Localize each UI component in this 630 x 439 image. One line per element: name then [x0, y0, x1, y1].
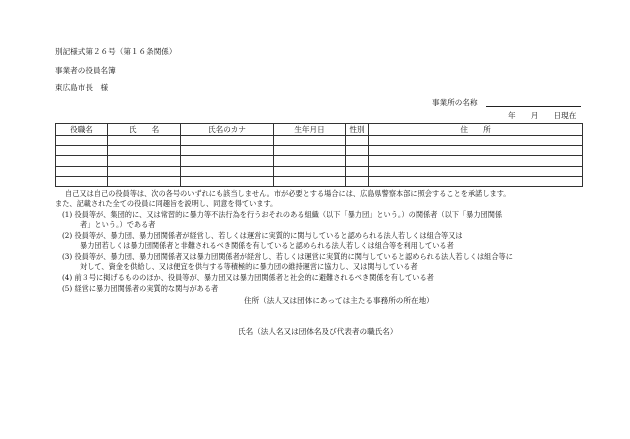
office-name-label: 事業所の名称 — [432, 98, 478, 107]
table-cell[interactable] — [181, 146, 274, 156]
document-title: 事業者の役員名簿 — [55, 66, 116, 75]
table-cell[interactable] — [369, 146, 583, 156]
form-number: 別記様式第２６号（第１６条関係） — [55, 47, 177, 56]
condition-text: 者」という。）である者 — [80, 220, 156, 229]
table-row — [56, 146, 583, 156]
table-row — [56, 176, 583, 186]
table-cell[interactable] — [274, 146, 346, 156]
table-cell[interactable] — [369, 166, 583, 176]
table-cell[interactable] — [56, 156, 108, 166]
table-cell[interactable] — [56, 146, 108, 156]
condition-text: 対して、資金を供給し、又は便宜を供与する等積極的に暴力団の維持運営に協力し、又は関与している者 — [80, 262, 418, 271]
table-cell[interactable] — [369, 136, 583, 146]
table-cell[interactable] — [274, 176, 346, 186]
table-row — [56, 156, 583, 166]
office-name-field[interactable] — [486, 106, 581, 107]
column-header-gender: 性別 — [346, 124, 369, 136]
table-cell[interactable] — [346, 146, 369, 156]
column-header-position: 役職名 — [56, 124, 108, 136]
table-cell[interactable] — [56, 136, 108, 146]
signature-address-label: 住所（法人又は団体にあっては主たる事務所の所在地） — [244, 296, 434, 305]
table-cell[interactable] — [346, 136, 369, 146]
table-cell[interactable] — [108, 176, 181, 186]
table-cell[interactable] — [369, 176, 583, 186]
table-cell[interactable] — [56, 166, 108, 176]
table-header-row — [56, 124, 583, 136]
table-cell[interactable] — [274, 156, 346, 166]
table-cell[interactable] — [346, 166, 369, 176]
consent-line-2: また、記載された全ての役員に同趣旨を説明し、同意を得ています。 — [55, 199, 278, 208]
table-row — [56, 136, 583, 146]
condition-text: 暴力団若しくは暴力団関係者と非難されるべき関係を有していると認められる法人若しくは組合等を利用している者 — [80, 241, 454, 250]
table-cell[interactable] — [56, 176, 108, 186]
table-cell[interactable] — [108, 156, 181, 166]
column-header-name-kana: 氏名のカナ — [181, 124, 274, 136]
table-cell[interactable] — [274, 166, 346, 176]
column-header-name: 氏 名 — [108, 124, 181, 136]
officer-roster-table — [55, 123, 583, 187]
condition-text: (1) 役員等が、集団的に、又は常習的に暴力等不法行為を行うおそれのある組織（以下「暴力団」という。）の関係者（以下「暴力団関係 — [62, 210, 503, 219]
column-header-birthdate: 生年月日 — [274, 124, 346, 136]
table-cell[interactable] — [181, 176, 274, 186]
column-header-address: 住 所 — [369, 124, 583, 136]
condition-text: (2) 役員等が、暴力団、暴力団関係者が経営し、若しくは運営に実質的に関与していると認められる法人若しくは組合等又は — [62, 231, 463, 240]
table-row — [56, 166, 583, 176]
condition-text: (5) 経営に暴力団関係者の実質的な関与がある者 — [62, 284, 219, 293]
addressee: 東広島市長 様 — [55, 83, 109, 92]
table-cell[interactable] — [346, 156, 369, 166]
table-cell[interactable] — [108, 136, 181, 146]
table-cell[interactable] — [369, 156, 583, 166]
table-cell[interactable] — [181, 156, 274, 166]
table-cell[interactable] — [108, 166, 181, 176]
date-line: 年 月 日現在 — [508, 111, 577, 120]
condition-text: (4) 前３号に掲げるもののほか、役員等が、暴力団又は暴力団関係者と社会的に避難されるべき関係を有している者 — [62, 273, 434, 282]
table-cell[interactable] — [274, 136, 346, 146]
table-cell[interactable] — [181, 166, 274, 176]
table-cell[interactable] — [181, 136, 274, 146]
table-cell[interactable] — [108, 146, 181, 156]
condition-text: (3) 役員等が、暴力団、暴力団関係者又は暴力団関係者が経営し、若しくは運営に実質的に関与していると認められる法人若しくは組合等に — [62, 252, 513, 261]
consent-line-1: 自己又は自己の役員等は、次の各号のいずれにも該当しません。市が必要とする場合には、広島県警察本部に照会することを承諾します。 — [65, 189, 511, 198]
signature-name-label: 氏名（法人名又は団体名及び代表者の職氏名） — [238, 327, 398, 336]
table-cell[interactable] — [346, 176, 369, 186]
